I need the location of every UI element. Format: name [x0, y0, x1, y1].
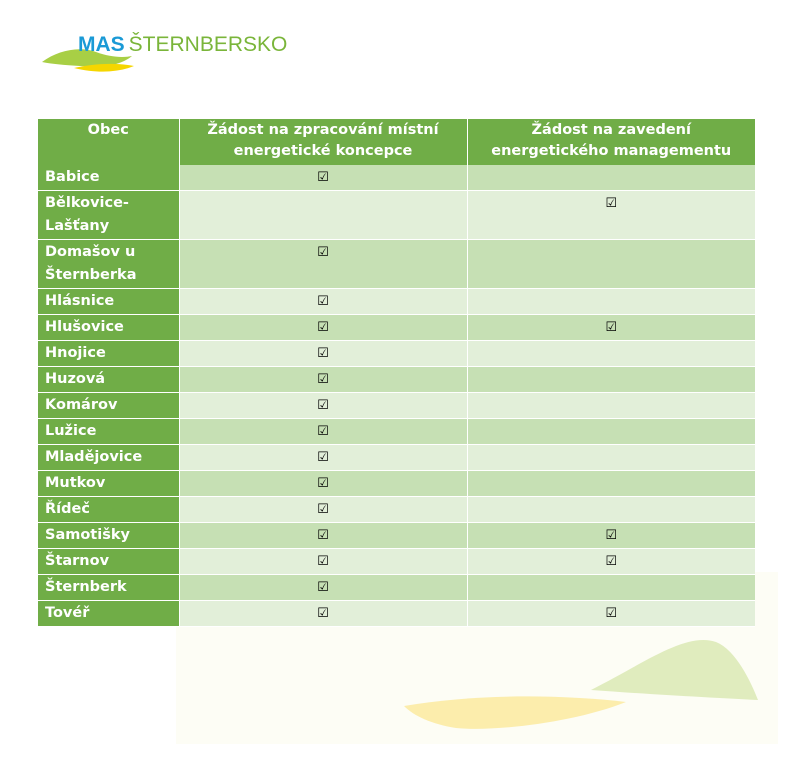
- koncepce-check: [179, 191, 467, 240]
- koncepce-check: ☑: [179, 165, 467, 191]
- obec-name: Hlušovice: [38, 315, 179, 341]
- management-check: ☑: [467, 549, 755, 575]
- obec-name: Bělkovice-Lašťany: [38, 191, 179, 240]
- table-row: [38, 601, 755, 627]
- koncepce-check: ☑: [179, 341, 467, 367]
- logo-name: ŠTERNBERSKO: [128, 33, 288, 56]
- obec-name: Štarnov: [38, 549, 179, 575]
- header-koncepce: Žádost na zpracování místní energetické koncepce: [179, 119, 467, 165]
- management-check: [467, 471, 755, 497]
- table-row: [38, 341, 755, 367]
- management-check: [467, 240, 755, 289]
- obec-name: Lužice: [38, 419, 179, 445]
- obec-name: Hlásnice: [38, 289, 179, 315]
- table-row: [38, 445, 755, 471]
- logo-brand: MAS: [78, 33, 125, 56]
- table-row: [38, 393, 755, 419]
- management-check: ☑: [467, 601, 755, 627]
- koncepce-check: ☑: [179, 393, 467, 419]
- koncepce-check: ☑: [179, 523, 467, 549]
- management-check: [467, 445, 755, 471]
- mas-logo: [40, 28, 288, 78]
- table-row: [38, 191, 755, 240]
- management-check: ☑: [467, 523, 755, 549]
- obec-name: Mladějovice: [38, 445, 179, 471]
- management-check: [467, 289, 755, 315]
- management-check: [467, 393, 755, 419]
- koncepce-check: ☑: [179, 289, 467, 315]
- energy-requests-table: [38, 119, 755, 627]
- management-check: [467, 419, 755, 445]
- koncepce-check: ☑: [179, 497, 467, 523]
- table-row: [38, 497, 755, 523]
- table-row: [38, 575, 755, 601]
- management-check: ☑: [467, 315, 755, 341]
- table-row: [38, 240, 755, 289]
- koncepce-check: ☑: [179, 419, 467, 445]
- obec-name: Hnojice: [38, 341, 179, 367]
- obec-name: Huzová: [38, 367, 179, 393]
- header-management: Žádost na zavedení energetického managementu: [467, 119, 755, 165]
- koncepce-check: ☑: [179, 575, 467, 601]
- table-row: [38, 549, 755, 575]
- table-row: [38, 471, 755, 497]
- obec-name: Samotišky: [38, 523, 179, 549]
- obec-name: Mutkov: [38, 471, 179, 497]
- obec-name: Domašov u Šternberka: [38, 240, 179, 289]
- table-row: [38, 367, 755, 393]
- management-check: [467, 367, 755, 393]
- koncepce-check: ☑: [179, 471, 467, 497]
- table-row: [38, 523, 755, 549]
- koncepce-check: ☑: [179, 601, 467, 627]
- management-check: ☑: [467, 191, 755, 240]
- management-check: [467, 575, 755, 601]
- koncepce-check: ☑: [179, 315, 467, 341]
- management-check: [467, 497, 755, 523]
- table-row: [38, 315, 755, 341]
- obec-name: Šternberk: [38, 575, 179, 601]
- table-header-row: [38, 119, 755, 165]
- table-row: [38, 165, 755, 191]
- table-row: [38, 419, 755, 445]
- koncepce-check: ☑: [179, 367, 467, 393]
- obec-name: Řídeč: [38, 497, 179, 523]
- header-obec: Obec: [38, 119, 179, 165]
- koncepce-check: ☑: [179, 445, 467, 471]
- obec-name: Komárov: [38, 393, 179, 419]
- obec-name: Tovéř: [38, 601, 179, 627]
- management-check: [467, 165, 755, 191]
- table-row: [38, 289, 755, 315]
- obec-name: Babice: [38, 165, 179, 191]
- koncepce-check: ☑: [179, 549, 467, 575]
- management-check: [467, 341, 755, 367]
- koncepce-check: ☑: [179, 240, 467, 289]
